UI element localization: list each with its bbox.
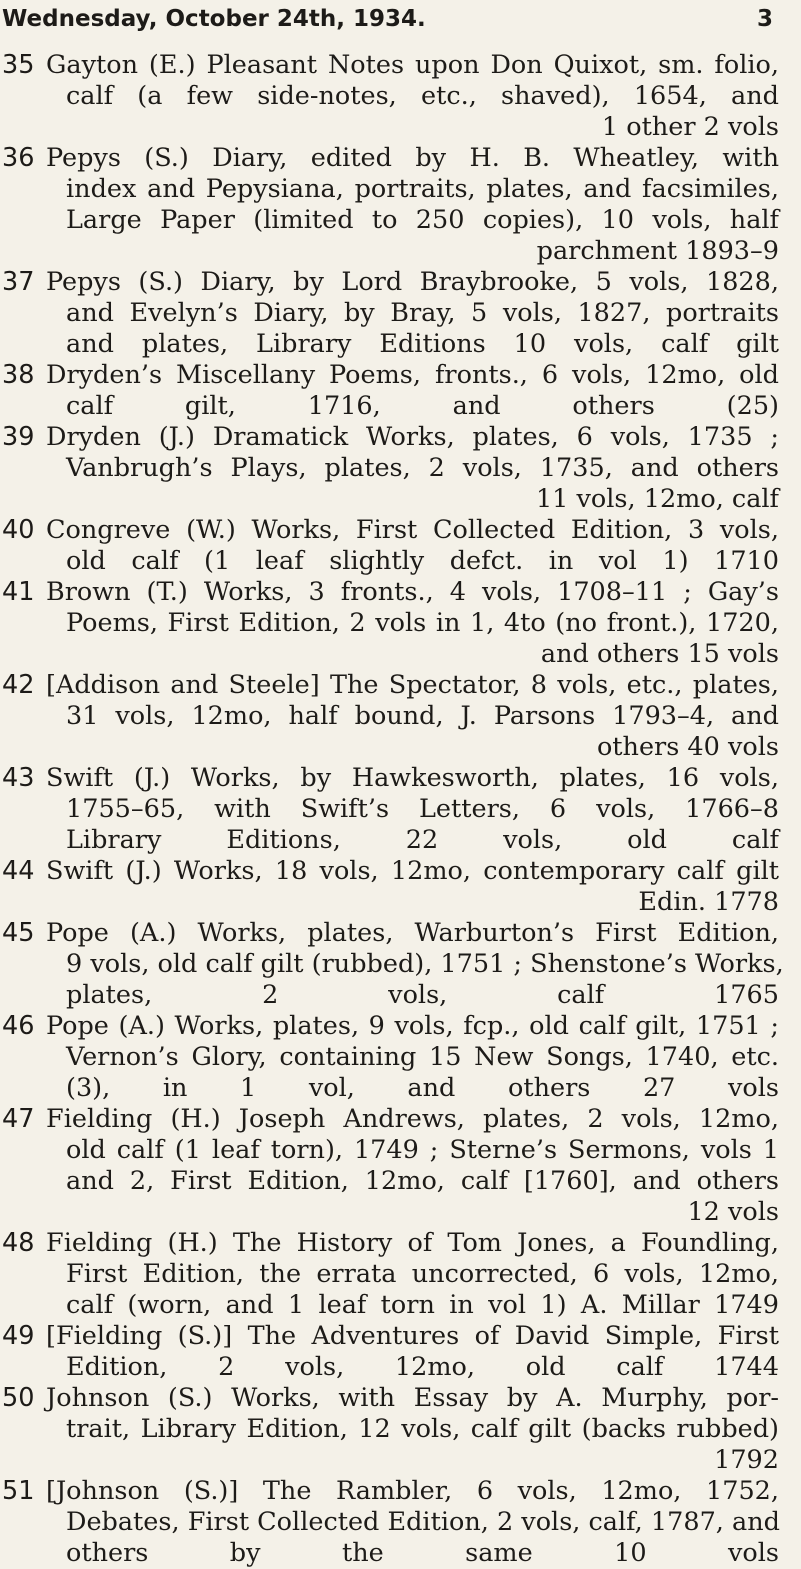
page-number: 3 — [756, 6, 773, 32]
lot-number: 38 — [2, 360, 35, 390]
lot-number: 37 — [2, 267, 35, 297]
lot-line: and others 15 vols — [540, 639, 779, 669]
lot-line: [Fielding (S.)] The Adventures of David Simple, First — [46, 1321, 779, 1351]
lot-number: 51 — [2, 1476, 35, 1506]
sale-date: Wednesday, October 24th, 1934. — [2, 6, 426, 32]
lot-line: trait, Library Edition, 12 vols, calf gilt (backs rubbed) — [66, 1414, 779, 1444]
lot-number: 49 — [2, 1321, 35, 1351]
lot-number: 44 — [2, 856, 35, 886]
lot-line: Edition, 2 vols, 12mo, old calf 1744 — [66, 1352, 779, 1382]
lot-line: calf gilt, 1716, and others (25) — [66, 391, 779, 421]
lot-line: Pope (A.) Works, plates, Warburton’s First Edition, — [46, 918, 779, 948]
lot-number: 46 — [2, 1011, 35, 1041]
lot-entry — [0, 1476, 801, 1569]
lot-line: Pope (A.) Works, plates, 9 vols, fcp., old calf gilt, 1751 ; — [46, 1011, 779, 1041]
lot-entry — [0, 360, 801, 422]
lot-entry — [0, 1104, 801, 1228]
lot-number: 50 — [2, 1383, 35, 1413]
lot-line: 1755–65, with Swift’s Letters, 6 vols, 1766–8 — [66, 794, 779, 824]
lot-number: 36 — [2, 143, 35, 173]
lot-line: plates, 2 vols, calf 1765 — [66, 980, 779, 1010]
lot-line: 12 vols — [687, 1197, 779, 1227]
lot-entry — [0, 422, 801, 515]
lot-line: Large Paper (limited to 250 copies), 10 vols, half — [66, 205, 779, 235]
lot-number: 35 — [2, 50, 35, 80]
lot-entry — [0, 856, 801, 918]
lot-line: Pepys (S.) Diary, edited by H. B. Wheatley, with — [46, 143, 779, 173]
lot-entry — [0, 1011, 801, 1104]
lot-line: and 2, First Edition, 12mo, calf [1760], and others — [66, 1166, 779, 1196]
page-header — [0, 0, 801, 44]
lot-entry — [0, 267, 801, 360]
lot-entry — [0, 918, 801, 1011]
lot-line: 1 other 2 vols — [601, 112, 779, 142]
lot-line: Vanbrugh’s Plays, plates, 2 vols, 1735, and others — [66, 453, 779, 483]
lot-line: Swift (J.) Works, by Hawkesworth, plates, 16 vols, — [46, 763, 779, 793]
lot-line: old calf (1 leaf slightly defct. in vol 1) 1710 — [66, 546, 779, 576]
lot-number: 41 — [2, 577, 35, 607]
lot-line: others 40 vols — [596, 732, 779, 762]
lot-line: calf (a few side-notes, etc., shaved), 1654, and — [66, 81, 779, 111]
lot-entry — [0, 577, 801, 670]
lot-line: (3), in 1 vol, and others 27 vols — [66, 1073, 779, 1103]
lot-line: Edin. 1778 — [638, 887, 779, 917]
lot-line: Swift (J.) Works, 18 vols, 12mo, contemporary calf gilt — [46, 856, 779, 886]
lot-line: Dryden’s Miscellany Poems, fronts., 6 vols, 12mo, old — [46, 360, 779, 390]
lot-number: 42 — [2, 670, 35, 700]
lot-line: Brown (T.) Works, 3 fronts., 4 vols, 1708–11 ; Gay’s — [46, 577, 779, 607]
lot-line: Library Editions, 22 vols, old calf — [66, 825, 779, 855]
lot-line: Fielding (H.) The History of Tom Jones, a Foundling, — [46, 1228, 779, 1258]
lot-line: First Edition, the errata uncorrected, 6 vols, 12mo, — [66, 1259, 779, 1289]
lot-line: [Johnson (S.)] The Rambler, 6 vols, 12mo, 1752, — [46, 1476, 779, 1506]
lot-number: 48 — [2, 1228, 35, 1258]
lot-line: index and Pepysiana, portraits, plates, and facsimiles, — [66, 174, 779, 204]
lot-line: and plates, Library Editions 10 vols, calf gilt — [66, 329, 779, 359]
lot-entry — [0, 763, 801, 856]
lot-line: Congreve (W.) Works, First Collected Edition, 3 vols, — [46, 515, 779, 545]
lot-line: 11 vols, 12mo, calf — [535, 484, 779, 514]
lot-number: 43 — [2, 763, 35, 793]
lot-number: 45 — [2, 918, 35, 948]
lot-number: 47 — [2, 1104, 35, 1134]
lot-line: Debates, First Collected Edition, 2 vols, calf, 1787, and — [66, 1507, 780, 1537]
lot-entry — [0, 515, 801, 577]
lot-number: 40 — [2, 515, 35, 545]
lot-line: Pepys (S.) Diary, by Lord Braybrooke, 5 vols, 1828, — [46, 267, 779, 297]
lot-line: Poems, First Edition, 2 vols in 1, 4to (no front.), 1720, — [66, 608, 779, 638]
lot-entry — [0, 50, 801, 143]
lot-line: others by the same 10 vols — [66, 1538, 779, 1568]
lot-number: 39 — [2, 422, 35, 452]
lot-line: Johnson (S.) Works, with Essay by A. Murphy, por- — [46, 1383, 779, 1413]
lot-line: parchment 1893–9 — [536, 236, 779, 266]
lot-entry — [0, 1228, 801, 1321]
lot-line: [Addison and Steele] The Spectator, 8 vols, etc., plates, — [46, 670, 779, 700]
lot-entry — [0, 670, 801, 763]
lot-line: Fielding (H.) Joseph Andrews, plates, 2 vols, 12mo, — [46, 1104, 779, 1134]
lot-line: calf (worn, and 1 leaf torn in vol 1) A. Millar 1749 — [66, 1290, 779, 1320]
lot-entry — [0, 143, 801, 267]
lot-line: Vernon’s Glory, containing 15 New Songs, 1740, etc. — [66, 1042, 779, 1072]
lot-line: 31 vols, 12mo, half bound, J. Parsons 1793–4, and — [66, 701, 779, 731]
lot-line: 1792 — [714, 1445, 779, 1475]
lot-line: Dryden (J.) Dramatick Works, plates, 6 vols, 1735 ; — [46, 422, 779, 452]
lot-line: old calf (1 leaf torn), 1749 ; Sterne’s Sermons, vols 1 — [66, 1135, 779, 1165]
lot-entry — [0, 1321, 801, 1383]
lot-entry — [0, 1383, 801, 1476]
lot-line: Gayton (E.) Pleasant Notes upon Don Quixot, sm. folio, — [46, 50, 779, 80]
lot-list — [0, 50, 801, 1569]
lot-line: 9 vols, old calf gilt (rubbed), 1751 ; Shenstone’s Works, — [66, 949, 784, 979]
lot-line: and Evelyn’s Diary, by Bray, 5 vols, 1827, portraits — [66, 298, 779, 328]
